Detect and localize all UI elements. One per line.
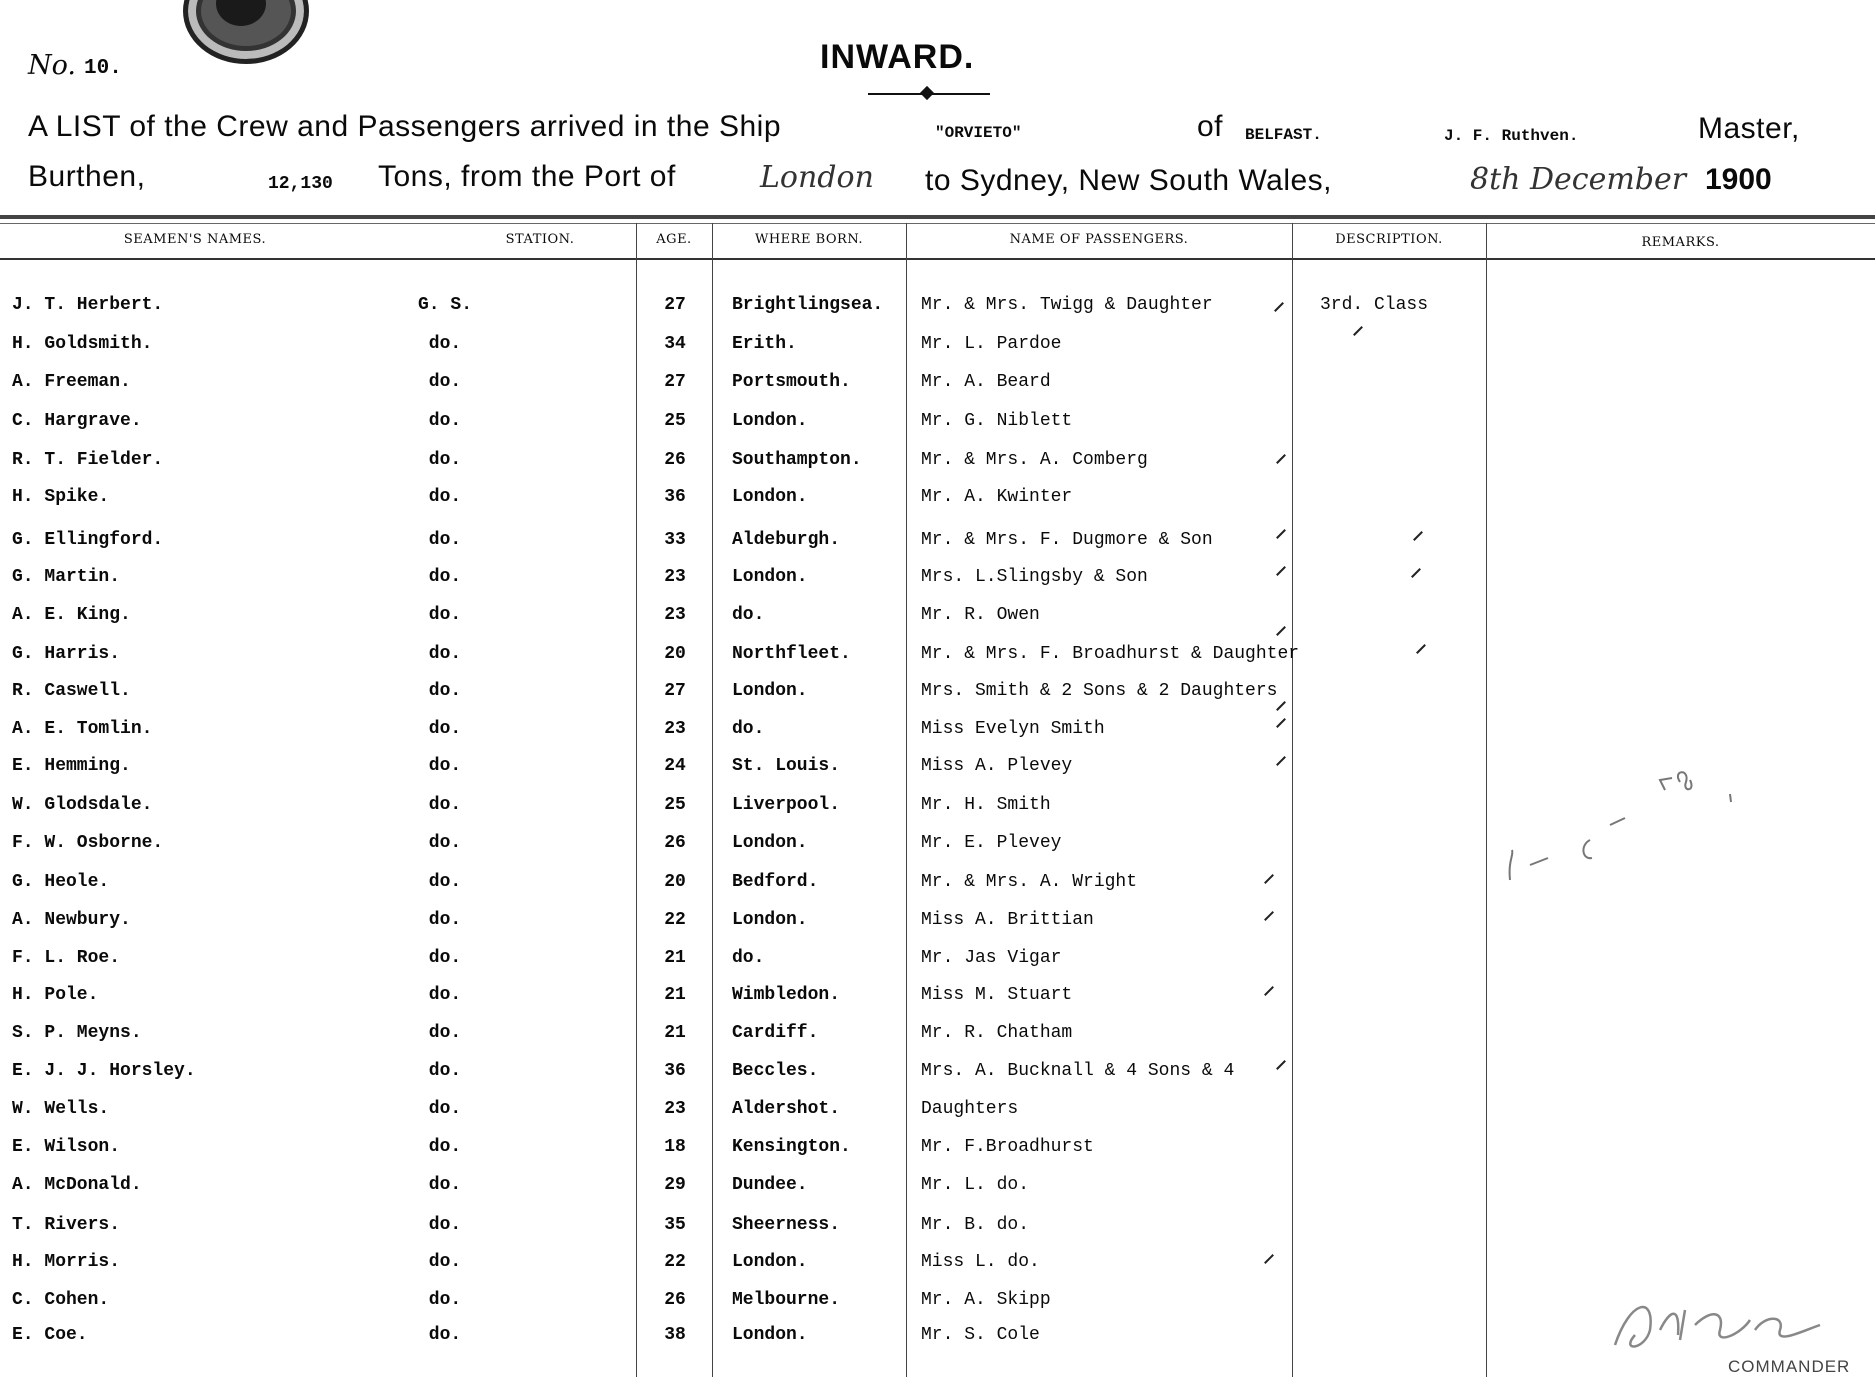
seaman-birthplace: do. (732, 719, 765, 739)
seaman-age: 22 (664, 1252, 686, 1272)
table-row (0, 530, 1875, 560)
tons-value: 12,130 (268, 174, 333, 194)
passenger-name: Mr. & Mrs. Twigg & Daughter (921, 295, 1213, 315)
seaman-age: 23 (664, 719, 686, 739)
commander-label: COMMANDER (1728, 1357, 1851, 1376)
passenger-name: Mr. L. Pardoe (921, 334, 1062, 354)
seaman-station: do. (428, 372, 462, 392)
seaman-age: 21 (664, 948, 686, 968)
seaman-age: 29 (664, 1175, 686, 1195)
table-row (0, 450, 1875, 480)
seaman-name: A. Freeman. (12, 372, 131, 392)
seaman-name: H. Goldsmith. (12, 334, 153, 354)
seaman-name: S. P. Meyns. (12, 1023, 142, 1043)
seaman-name: G. Ellingford. (12, 530, 164, 550)
seaman-age: 22 (664, 910, 686, 930)
seaman-name: G. Heole. (12, 872, 110, 892)
table-row (0, 719, 1875, 749)
remarks-pencil-scrawl (1500, 770, 1740, 890)
seaman-name: A. Newbury. (12, 910, 131, 930)
seaman-age: 27 (664, 295, 686, 315)
seaman-age: 26 (664, 450, 686, 470)
seaman-birthplace: London. (732, 411, 808, 431)
seaman-birthplace: Aldershot. (732, 1099, 841, 1119)
seaman-birthplace: Aldeburgh. (732, 530, 841, 550)
seaman-birthplace: London. (732, 1325, 808, 1345)
table-row (0, 567, 1875, 597)
passenger-name: Mr. A. Kwinter (921, 487, 1073, 507)
seaman-age: 26 (664, 833, 686, 853)
passenger-name: Mrs. A. Bucknall & 4 Sons & 4 (921, 1061, 1235, 1081)
seaman-birthplace: St. Louis. (732, 756, 841, 776)
seaman-birthplace: Erith. (732, 334, 797, 354)
seaman-station: do. (428, 1099, 462, 1119)
seaman-station: do. (428, 1175, 462, 1195)
passenger-description: 3rd. Class (1320, 295, 1429, 315)
col-header-born: WHERE BORN. (754, 232, 863, 247)
passenger-name: Mrs. Smith & 2 Sons & 2 Daughters (921, 681, 1278, 701)
seaman-name: F. W. Osborne. (12, 833, 164, 853)
table-row (0, 644, 1875, 674)
passenger-name: Mr. L. do. (921, 1175, 1030, 1195)
passenger-name: Daughters (921, 1099, 1019, 1119)
seaman-name: T. Rivers. (12, 1215, 121, 1235)
seaman-station: do. (428, 644, 462, 664)
table-row (0, 1252, 1875, 1282)
port-of-registry: BELFAST. (1245, 126, 1322, 144)
table-row (0, 910, 1875, 940)
arrival-year: 1900 (1705, 163, 1772, 196)
seaman-name: G. Martin. (12, 567, 121, 587)
seaman-birthplace: do. (732, 948, 765, 968)
burthen-label: Burthen, (28, 160, 146, 193)
table-row (0, 1290, 1875, 1320)
table-row (0, 1023, 1875, 1053)
seaman-name: A. McDonald. (12, 1175, 142, 1195)
col-header-passengers: NAME OF PASSENGERS. (1009, 232, 1189, 247)
seaman-station: do. (428, 681, 462, 701)
seaman-station: do. (428, 872, 462, 892)
seaman-name: G. Harris. (12, 644, 121, 664)
seaman-name: A. E. Tomlin. (12, 719, 153, 739)
col-header-remarks: REMARKS. (1641, 235, 1720, 250)
table-row (0, 487, 1875, 517)
seaman-station: do. (428, 948, 462, 968)
column-header-rule (0, 258, 1875, 260)
seaman-birthplace: Northfleet. (732, 644, 851, 664)
table-row (0, 372, 1875, 402)
passenger-name: Mr. Jas Vigar (921, 948, 1062, 968)
seaman-age: 26 (664, 1290, 686, 1310)
seaman-birthplace: Southampton. (732, 450, 862, 470)
table-row (0, 1175, 1875, 1205)
seaman-station: do. (428, 530, 462, 550)
seaman-name: A. E. King. (12, 605, 131, 625)
seaman-name: E. J. J. Horsley. (12, 1061, 196, 1081)
table-row (0, 985, 1875, 1015)
seaman-birthplace: Bedford. (732, 872, 819, 892)
seaman-age: 34 (664, 334, 686, 354)
passenger-name: Mr. E. Plevey (921, 833, 1062, 853)
seaman-age: 36 (664, 1061, 686, 1081)
seaman-name: C. Cohen. (12, 1290, 110, 1310)
table-top-thin-rule (0, 223, 1875, 224)
passenger-name: Mr. R. Chatham (921, 1023, 1073, 1043)
col-header-description: DESCRIPTION. (1335, 232, 1443, 247)
seaman-birthplace: Brightlingsea. (732, 295, 884, 315)
seaman-age: 21 (664, 1023, 686, 1043)
seaman-name: C. Hargrave. (12, 411, 142, 431)
seaman-age: 24 (664, 756, 686, 776)
seaman-age: 33 (664, 530, 686, 550)
from-port-text: Tons, from the Port of (378, 160, 676, 193)
seaman-name: E. Coe. (12, 1325, 88, 1345)
seaman-age: 27 (664, 372, 686, 392)
seaman-station: do. (428, 985, 462, 1005)
seaman-station: G. S. (417, 295, 472, 315)
seaman-station: do. (428, 1061, 462, 1081)
table-row (0, 1137, 1875, 1167)
seaman-birthplace: London. (732, 910, 808, 930)
seaman-station: do. (428, 719, 462, 739)
passenger-name: Mr. A. Beard (921, 372, 1051, 392)
passenger-name: Mrs. L.Slingsby & Son (921, 567, 1148, 587)
passenger-name: Miss A. Plevey (921, 756, 1073, 776)
seaman-station: do. (428, 334, 462, 354)
seaman-station: do. (428, 411, 462, 431)
seaman-name: W. Glodsdale. (12, 795, 153, 815)
seaman-age: 35 (664, 1215, 686, 1235)
seaman-age: 25 (664, 795, 686, 815)
seaman-birthplace: Melbourne. (732, 1290, 841, 1310)
seaman-name: F. L. Roe. (12, 948, 121, 968)
seaman-age: 23 (664, 605, 686, 625)
passenger-name: Mr. R. Owen (921, 605, 1040, 625)
seaman-station: do. (428, 1325, 462, 1345)
seaman-age: 20 (664, 872, 686, 892)
seaman-birthplace: London. (732, 567, 808, 587)
list-number-value: 10. (84, 57, 122, 80)
seaman-station: do. (428, 756, 462, 776)
passenger-name: Mr. & Mrs. F. Broadhurst & Daughter (921, 644, 1300, 664)
seaman-station: do. (428, 487, 462, 507)
table-row (0, 1061, 1875, 1091)
table-row (0, 411, 1875, 441)
seaman-name: H. Pole. (12, 985, 99, 1005)
seaman-birthplace: Cardiff. (732, 1023, 819, 1043)
table-row (0, 948, 1875, 978)
passenger-name: Miss Evelyn Smith (921, 719, 1105, 739)
table-row (0, 1215, 1875, 1245)
table-row (0, 605, 1875, 635)
seaman-station: do. (428, 567, 462, 587)
seaman-birthplace: Portsmouth. (732, 372, 851, 392)
table-row (0, 334, 1875, 364)
passenger-name: Mr. & Mrs. F. Dugmore & Son (921, 530, 1213, 550)
seaman-station: do. (428, 605, 462, 625)
seaman-birthplace: do. (732, 605, 765, 625)
table-row (0, 1099, 1875, 1129)
passenger-name: Miss A. Brittian (921, 910, 1094, 930)
ship-name: "ORVIETO" (935, 124, 1022, 142)
seaman-station: do. (428, 833, 462, 853)
seaman-birthplace: Beccles. (732, 1061, 819, 1081)
seaman-station: do. (428, 1023, 462, 1043)
passenger-name: Mr. F.Broadhurst (921, 1137, 1094, 1157)
departure-port: London (760, 160, 874, 195)
table-row (0, 1325, 1875, 1355)
seaman-age: 27 (664, 681, 686, 701)
seaman-name: J. T. Herbert. (12, 295, 164, 315)
title-ornament (920, 86, 934, 100)
seaman-station: do. (428, 1290, 462, 1310)
seaman-birthplace: Sheerness. (732, 1215, 841, 1235)
seaman-name: R. Caswell. (12, 681, 131, 701)
master-label: Master, (1698, 112, 1800, 145)
seaman-name: H. Spike. (12, 487, 110, 507)
table-row (0, 681, 1875, 711)
seaman-birthplace: London. (732, 487, 808, 507)
seaman-station: do. (428, 795, 462, 815)
passenger-name: Mr. B. do. (921, 1215, 1030, 1235)
seaman-station: do. (428, 450, 462, 470)
table-row (0, 295, 1875, 325)
seaman-birthplace: Wimbledon. (732, 985, 841, 1005)
seaman-birthplace: London. (732, 833, 808, 853)
passenger-name: Mr. A. Skipp (921, 1290, 1051, 1310)
col-header-seamen: SEAMEN'S NAMES. (123, 232, 267, 247)
seaman-name: E. Hemming. (12, 756, 131, 776)
seaman-age: 18 (664, 1137, 686, 1157)
col-header-age: AGE. (656, 232, 692, 247)
seaman-birthplace: Kensington. (732, 1137, 851, 1157)
seaman-birthplace: London. (732, 681, 808, 701)
seaman-age: 21 (664, 985, 686, 1005)
passenger-name: Mr. & Mrs. A. Wright (921, 872, 1138, 892)
passenger-name: Mr. & Mrs. A. Comberg (921, 450, 1148, 470)
passenger-name: Mr. G. Niblett (921, 411, 1073, 431)
seaman-station: do. (428, 910, 462, 930)
arrival-date: 8th December (1470, 162, 1687, 197)
passenger-name: Mr. S. Cole (921, 1325, 1040, 1345)
seaman-age: 23 (664, 1099, 686, 1119)
official-seal-stamp (183, 0, 309, 64)
seaman-age: 25 (664, 411, 686, 431)
of-label: of (1197, 110, 1224, 143)
seaman-name: H. Morris. (12, 1252, 121, 1272)
seaman-station: do. (428, 1137, 462, 1157)
seaman-age: 38 (664, 1325, 686, 1345)
document-title: INWARD. (820, 38, 975, 76)
seaman-age: 20 (664, 644, 686, 664)
destination-text: to Sydney, New South Wales, (925, 164, 1333, 197)
seaman-station: do. (428, 1215, 462, 1235)
passenger-name: Miss M. Stuart (921, 985, 1073, 1005)
passenger-name: Miss L. do. (921, 1252, 1040, 1272)
table-top-rule (0, 215, 1875, 219)
seaman-station: do. (428, 1252, 462, 1272)
seaman-name: R. T. Fielder. (12, 450, 164, 470)
seaman-age: 36 (664, 487, 686, 507)
seaman-name: E. Wilson. (12, 1137, 121, 1157)
master-name: J. F. Ruthven. (1444, 127, 1579, 145)
seaman-birthplace: Liverpool. (732, 795, 841, 815)
seaman-name: W. Wells. (12, 1099, 110, 1119)
seaman-birthplace: London. (732, 1252, 808, 1272)
col-header-station: STATION. (505, 232, 575, 247)
list-number-label: No. (28, 50, 76, 81)
passenger-name: Mr. H. Smith (921, 795, 1051, 815)
seaman-age: 23 (664, 567, 686, 587)
header-intro-text: A LIST of the Crew and Passengers arrived in the Ship (28, 110, 782, 143)
commander-signature (1600, 1290, 1840, 1360)
seaman-birthplace: Dundee. (732, 1175, 808, 1195)
